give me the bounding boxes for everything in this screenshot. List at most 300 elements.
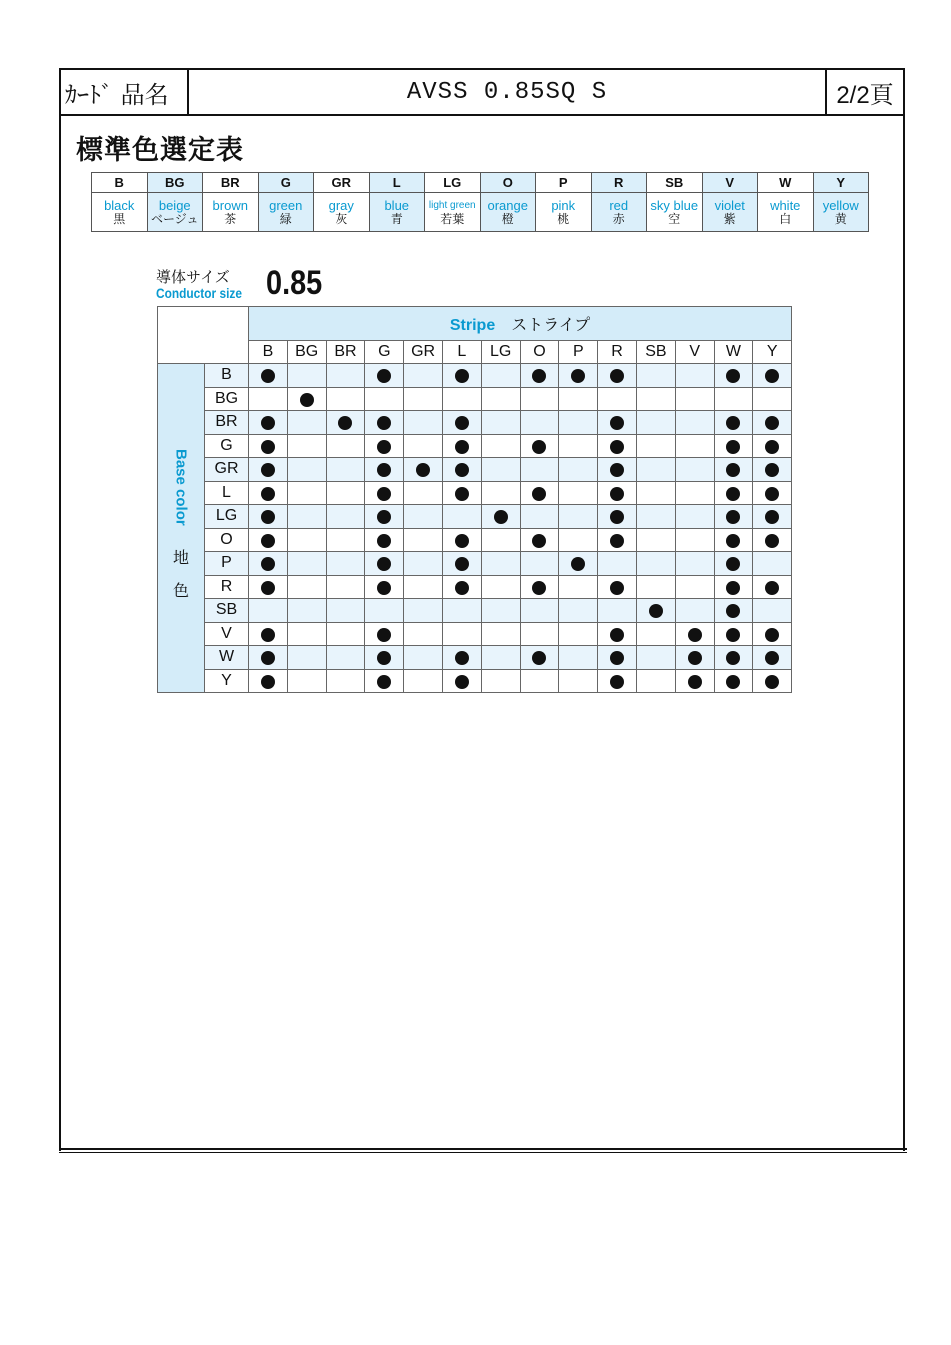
available-dot-icon [726, 604, 740, 618]
matrix-cell [675, 622, 714, 646]
available-dot-icon [300, 393, 314, 407]
legend-name-en: blue [384, 198, 410, 213]
matrix-cell [559, 669, 598, 693]
available-dot-icon [377, 369, 391, 383]
matrix-cell [326, 599, 365, 623]
legend-code: BR [203, 173, 259, 193]
matrix-cell [675, 411, 714, 435]
table-row [158, 599, 792, 623]
matrix-cell [365, 622, 404, 646]
matrix-cell [404, 528, 443, 552]
legend-name-cell [702, 193, 758, 232]
matrix-cell [249, 646, 288, 670]
matrix-cell [675, 458, 714, 482]
legend-name-cell [480, 193, 536, 232]
matrix-cell [520, 364, 559, 388]
available-dot-icon [688, 628, 702, 642]
matrix-cell [675, 387, 714, 411]
legend-name-jp: 赤 [612, 212, 625, 226]
matrix-cell [326, 552, 365, 576]
matrix-cell [753, 458, 792, 482]
matrix-cell [714, 552, 753, 576]
matrix-cell [287, 364, 326, 388]
matrix-cell [598, 434, 637, 458]
available-dot-icon [765, 416, 779, 430]
card-label: ｶｰﾄﾞ 品名 [61, 70, 189, 114]
available-dot-icon [261, 416, 275, 430]
available-dot-icon [726, 675, 740, 689]
available-dot-icon [377, 675, 391, 689]
available-dot-icon [688, 651, 702, 665]
header-bar [61, 70, 903, 116]
legend-name-en: gray [328, 198, 354, 213]
matrix-cell [326, 364, 365, 388]
legend-name-jp: 白 [779, 212, 792, 226]
matrix-cell [326, 528, 365, 552]
matrix-cell [481, 575, 520, 599]
available-dot-icon [726, 510, 740, 524]
matrix-cell [481, 646, 520, 670]
matrix-cell [249, 434, 288, 458]
table-row [158, 505, 792, 529]
available-dot-icon [765, 369, 779, 383]
legend-name-cell [536, 193, 592, 232]
table-row [158, 669, 792, 693]
base-color-row-header: W [205, 646, 249, 670]
table-row [158, 481, 792, 505]
matrix-cell [559, 552, 598, 576]
matrix-cell [481, 387, 520, 411]
matrix-cell [442, 622, 481, 646]
matrix-cell [404, 599, 443, 623]
matrix-cell [365, 505, 404, 529]
legend-name-jp: 茶 [224, 212, 237, 226]
base-color-row-header: B [205, 364, 249, 388]
matrix-cell [520, 669, 559, 693]
legend-code: W [758, 173, 814, 193]
legend-code: O [480, 173, 536, 193]
available-dot-icon [377, 581, 391, 595]
available-dot-icon [571, 369, 585, 383]
legend-name-en: orange [487, 198, 528, 213]
matrix-cell [559, 387, 598, 411]
matrix-cell [520, 646, 559, 670]
matrix-cell [714, 411, 753, 435]
matrix-cell [636, 411, 675, 435]
legend-code: GR [314, 173, 370, 193]
available-dot-icon [610, 416, 624, 430]
matrix-cell [675, 505, 714, 529]
legend-name-en: black [104, 198, 135, 213]
legend-name-en: pink [551, 198, 576, 213]
legend-name-jp: 灰 [335, 212, 348, 226]
matrix-cell [636, 458, 675, 482]
matrix-cell [598, 505, 637, 529]
available-dot-icon [377, 416, 391, 430]
matrix-cell [365, 411, 404, 435]
matrix-cell [714, 599, 753, 623]
matrix-cell [675, 528, 714, 552]
stripe-label-en: Stripe [449, 317, 496, 334]
available-dot-icon [261, 628, 275, 642]
available-dot-icon [610, 510, 624, 524]
available-dot-icon [610, 581, 624, 595]
matrix-cell [442, 646, 481, 670]
base-color-row-header: L [205, 481, 249, 505]
matrix-cell [287, 622, 326, 646]
matrix-cell [753, 646, 792, 670]
matrix-cell [753, 481, 792, 505]
table-row [158, 364, 792, 388]
available-dot-icon [765, 675, 779, 689]
matrix-corner [158, 307, 249, 364]
matrix-cell [287, 411, 326, 435]
matrix-cell [520, 622, 559, 646]
matrix-cell [598, 552, 637, 576]
base-color-row-header: P [205, 552, 249, 576]
base-color-row-header: BR [205, 411, 249, 435]
matrix-cell [481, 528, 520, 552]
matrix-cell [598, 575, 637, 599]
available-dot-icon [532, 440, 546, 454]
available-dot-icon [377, 510, 391, 524]
stripe-label-jp: ストライプ [511, 315, 591, 334]
legend-name-jp: 桃 [557, 212, 570, 226]
available-dot-icon [261, 651, 275, 665]
available-dot-icon [261, 581, 275, 595]
stripe-column-header: Y [753, 341, 792, 364]
stripe-column-header: G [365, 341, 404, 364]
matrix-cell [249, 364, 288, 388]
color-legend-table [91, 172, 869, 232]
base-color-row-header: BG [205, 387, 249, 411]
available-dot-icon [455, 487, 469, 501]
matrix-cell [753, 669, 792, 693]
legend-name-cell [425, 193, 481, 232]
available-dot-icon [610, 487, 624, 501]
available-dot-icon [765, 463, 779, 477]
matrix-cell [714, 669, 753, 693]
stripe-column-header: BG [287, 341, 326, 364]
matrix-cell [520, 411, 559, 435]
matrix-cell [520, 599, 559, 623]
matrix-cell [365, 575, 404, 599]
matrix-cell [520, 458, 559, 482]
available-dot-icon [377, 440, 391, 454]
matrix-cell [404, 364, 443, 388]
matrix-cell [365, 552, 404, 576]
legend-code: R [591, 173, 647, 193]
matrix-cell [442, 364, 481, 388]
base-color-label-cell [158, 364, 205, 693]
available-dot-icon [455, 581, 469, 595]
table-row [158, 575, 792, 599]
matrix-cell [598, 458, 637, 482]
matrix-cell [714, 481, 753, 505]
matrix-cell [598, 669, 637, 693]
matrix-cell [326, 575, 365, 599]
matrix-cell [365, 599, 404, 623]
stripe-column-header: R [598, 341, 637, 364]
matrix-cell [636, 387, 675, 411]
stripe-column-header: BR [326, 341, 365, 364]
base-color-label-jp: 地 色 [172, 548, 189, 601]
available-dot-icon [261, 510, 275, 524]
matrix-cell [287, 481, 326, 505]
available-dot-icon [532, 487, 546, 501]
legend-code: L [369, 173, 425, 193]
available-dot-icon [455, 675, 469, 689]
matrix-cell [559, 599, 598, 623]
table-row [158, 458, 792, 482]
matrix-cell [520, 552, 559, 576]
legend-name-jp: 橙 [501, 212, 514, 226]
matrix-cell [249, 669, 288, 693]
matrix-cell [404, 411, 443, 435]
legend-name-en: yellow [822, 198, 859, 213]
matrix-cell [326, 387, 365, 411]
stripe-column-header: GR [404, 341, 443, 364]
matrix-cell [249, 505, 288, 529]
table-row [158, 387, 792, 411]
available-dot-icon [261, 487, 275, 501]
available-dot-icon [610, 675, 624, 689]
matrix-cell [481, 599, 520, 623]
matrix-cell [559, 646, 598, 670]
matrix-cell [559, 481, 598, 505]
base-color-label-en: Base color [172, 448, 190, 526]
matrix-cell [365, 434, 404, 458]
matrix-cell [404, 552, 443, 576]
matrix-cell [598, 481, 637, 505]
available-dot-icon [261, 463, 275, 477]
available-dot-icon [765, 487, 779, 501]
available-dot-icon [726, 628, 740, 642]
legend-name-cell [147, 193, 203, 232]
matrix-cell [365, 387, 404, 411]
matrix-cell [442, 599, 481, 623]
legend-name-jp: 黒 [113, 212, 126, 226]
stripe-column-header: P [559, 341, 598, 364]
legend-name-en: white [770, 198, 801, 213]
legend-code: P [536, 173, 592, 193]
matrix-cell [559, 458, 598, 482]
legend-code: G [258, 173, 314, 193]
matrix-cell [404, 646, 443, 670]
available-dot-icon [416, 463, 430, 477]
matrix-cell [365, 646, 404, 670]
available-dot-icon [377, 463, 391, 477]
conductor-size-value: 0.85 [266, 264, 323, 302]
table-row [158, 646, 792, 670]
legend-name-jp: 紫 [723, 212, 736, 226]
matrix-cell [636, 669, 675, 693]
matrix-cell [714, 434, 753, 458]
stripe-column-header: SB [636, 341, 675, 364]
matrix-cell [442, 575, 481, 599]
matrix-cell [404, 458, 443, 482]
matrix-cell [287, 387, 326, 411]
matrix-cell [753, 622, 792, 646]
matrix-cell [249, 575, 288, 599]
stripe-header [249, 307, 792, 341]
matrix-cell [559, 364, 598, 388]
matrix-cell [636, 552, 675, 576]
matrix-cell [675, 669, 714, 693]
matrix-cell [326, 669, 365, 693]
matrix-cell [326, 646, 365, 670]
available-dot-icon [726, 487, 740, 501]
legend-code: LG [425, 173, 481, 193]
legend-code: Y [813, 173, 869, 193]
available-dot-icon [688, 675, 702, 689]
matrix-cell [481, 481, 520, 505]
matrix-cell [287, 599, 326, 623]
matrix-cell [520, 434, 559, 458]
matrix-cell [481, 669, 520, 693]
matrix-cell [636, 599, 675, 623]
matrix-cell [249, 622, 288, 646]
matrix-cell [249, 411, 288, 435]
table-row [158, 434, 792, 458]
legend-name-en: violet [714, 198, 745, 213]
matrix-cell [481, 552, 520, 576]
legend-code: B [92, 173, 148, 193]
matrix-cell [753, 387, 792, 411]
conductor-size-label-jp: 導体サイズ [156, 268, 230, 286]
matrix-cell [675, 364, 714, 388]
base-color-row-header: LG [205, 505, 249, 529]
available-dot-icon [765, 651, 779, 665]
legend-name-cell [647, 193, 703, 232]
matrix-cell [520, 528, 559, 552]
available-dot-icon [261, 557, 275, 571]
matrix-cell [249, 458, 288, 482]
legend-name-en: light green [428, 200, 476, 211]
base-color-row-header: V [205, 622, 249, 646]
matrix-cell [326, 622, 365, 646]
available-dot-icon [726, 416, 740, 430]
matrix-cell [404, 622, 443, 646]
table-row [158, 411, 792, 435]
matrix-cell [753, 505, 792, 529]
page-number: 2/2頁 [825, 70, 903, 114]
available-dot-icon [532, 534, 546, 548]
matrix-cell [714, 575, 753, 599]
available-dot-icon [455, 534, 469, 548]
matrix-cell [365, 364, 404, 388]
legend-name-en: sky blue [650, 198, 699, 213]
legend-code: SB [647, 173, 703, 193]
available-dot-icon [610, 534, 624, 548]
available-dot-icon [610, 440, 624, 454]
matrix-cell [675, 575, 714, 599]
legend-code: V [702, 173, 758, 193]
matrix-cell [249, 387, 288, 411]
matrix-cell [520, 481, 559, 505]
matrix-cell [287, 646, 326, 670]
matrix-cell [559, 622, 598, 646]
base-color-row-header: G [205, 434, 249, 458]
available-dot-icon [455, 369, 469, 383]
legend-name-jp: 黄 [834, 212, 847, 226]
stripe-column-header: W [714, 341, 753, 364]
matrix-cell [326, 481, 365, 505]
legend-name-en: red [609, 198, 629, 213]
matrix-cell [714, 364, 753, 388]
matrix-cell [287, 505, 326, 529]
available-dot-icon [532, 581, 546, 595]
matrix-cell [714, 387, 753, 411]
matrix-cell [753, 599, 792, 623]
matrix-cell [598, 528, 637, 552]
matrix-cell [249, 599, 288, 623]
legend-name-en: beige [158, 198, 191, 213]
available-dot-icon [610, 463, 624, 477]
matrix-cell [249, 552, 288, 576]
matrix-cell [404, 387, 443, 411]
matrix-cell [442, 458, 481, 482]
available-dot-icon [726, 463, 740, 477]
stripe-column-header: O [520, 341, 559, 364]
matrix-cell [636, 505, 675, 529]
product-name: AVSS 0.85SQ S [406, 78, 608, 106]
matrix-cell [753, 364, 792, 388]
matrix-cell [598, 646, 637, 670]
matrix-cell [481, 364, 520, 388]
matrix-cell [675, 434, 714, 458]
matrix-cell [404, 505, 443, 529]
available-dot-icon [338, 416, 352, 430]
matrix-cell [598, 364, 637, 388]
matrix-cell [249, 481, 288, 505]
available-dot-icon [455, 416, 469, 430]
available-dot-icon [261, 534, 275, 548]
base-color-row-header: SB [205, 599, 249, 623]
matrix-cell [365, 528, 404, 552]
legend-name-jp: 青 [390, 212, 403, 226]
available-dot-icon [726, 440, 740, 454]
matrix-cell [442, 411, 481, 435]
legend-name-jp: 緑 [279, 212, 292, 226]
matrix-cell [598, 599, 637, 623]
available-dot-icon [726, 369, 740, 383]
matrix-cell [326, 458, 365, 482]
matrix-cell [598, 622, 637, 646]
available-dot-icon [610, 628, 624, 642]
legend-name-cell [314, 193, 370, 232]
available-dot-icon [377, 557, 391, 571]
conductor-size-label-en: Conductor size [156, 285, 242, 301]
available-dot-icon [649, 604, 663, 618]
matrix-cell [442, 505, 481, 529]
matrix-cell [559, 528, 598, 552]
available-dot-icon [377, 487, 391, 501]
matrix-cell [287, 434, 326, 458]
matrix-cell [520, 387, 559, 411]
matrix-cell [326, 411, 365, 435]
matrix-cell [287, 575, 326, 599]
matrix-cell [442, 669, 481, 693]
matrix-cell [714, 622, 753, 646]
matrix-cell [636, 575, 675, 599]
matrix-cell [365, 481, 404, 505]
stripe-column-header: B [249, 341, 288, 364]
page-title: 標準色選定表 [76, 135, 244, 166]
matrix-cell [636, 434, 675, 458]
matrix-cell [287, 669, 326, 693]
matrix-cell [404, 669, 443, 693]
